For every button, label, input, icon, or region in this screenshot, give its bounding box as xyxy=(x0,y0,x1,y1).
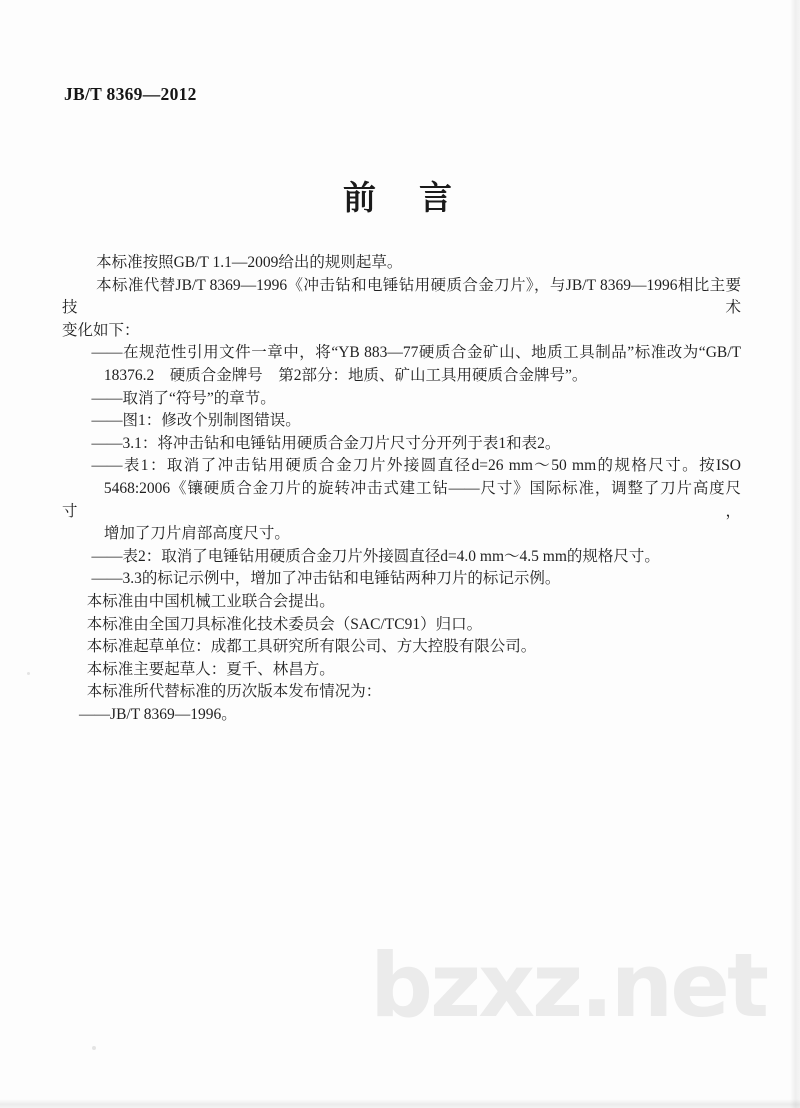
text-line: ——JB/T 8369—1996。 xyxy=(79,705,237,723)
scan-speck xyxy=(92,1046,96,1050)
text-line: 本标准起草单位：成都工具研究所有限公司、方大控股有限公司。 xyxy=(86,638,537,656)
text-line: 增加了刀片肩部高度尺寸。 xyxy=(103,525,290,543)
foreword-lines xyxy=(62,252,741,726)
text-line: ——表2：取消了电锤钻用硬质合金刀片外接圆直径d=4.0 mm～4.5 mm的规格尺寸。 xyxy=(91,547,660,565)
text-line: 本标准由全国刀具标准化技术委员会（SAC/TC91）归口。 xyxy=(86,615,483,633)
page-title: 前 言 xyxy=(343,181,457,217)
text-line: 18376.2 硬质合金牌号 第2部分：地质、矿山工具用硬质合金牌号”。 xyxy=(103,366,588,384)
text-line: 本标准所代替标准的历次版本发布情况为： xyxy=(86,683,382,701)
text-line: 变化如下： xyxy=(62,321,140,339)
text-line: ——取消了“符号”的章节。 xyxy=(91,389,276,407)
text-line: 本标准代替JB/T 8369—1996《冲击钻和电锤钻用硬质合金刀片》，与JB/T 8369—1996相比主要技术 xyxy=(62,276,741,317)
text-line: ——图1：修改个别制图错误。 xyxy=(91,412,301,430)
text-line: ——3.1：将冲击钻和电锤钻用硬质合金刀片尺寸分开列于表1和表2。 xyxy=(91,434,561,452)
text-line: ——在规范性引用文件一章中，将“YB 883—77硬质合金矿山、地质工具制品”标准改为“GB/T xyxy=(91,344,741,362)
site-watermark: bzxz.net xyxy=(370,934,767,1037)
scan-edge-bottom xyxy=(0,1099,800,1108)
standard-doc-number: JB/T 8369—2012 xyxy=(64,84,197,104)
text-line: 5468:2006《镶硬质合金刀片的旋转冲击式建工钻——尺寸》国际标准，调整了刀片高度尺寸， xyxy=(62,479,741,520)
scan-edge-right xyxy=(790,0,800,1108)
scan-speck xyxy=(27,672,30,675)
text-line: 本标准由中国机械工业联合会提出。 xyxy=(86,592,335,610)
text-line: 本标准按照GB/T 1.1—2009给出的规则起草。 xyxy=(96,254,403,271)
text-line: ——表1：取消了冲击钻用硬质合金刀片外接圆直径d=26 mm～50 mm的规格尺寸。按ISO xyxy=(91,457,741,475)
text-line: ——3.3的标记示例中，增加了冲击钻和电锤钻两种刀片的标记示例。 xyxy=(91,570,561,588)
text-line: 本标准主要起草人：夏千、林昌方。 xyxy=(86,660,335,678)
